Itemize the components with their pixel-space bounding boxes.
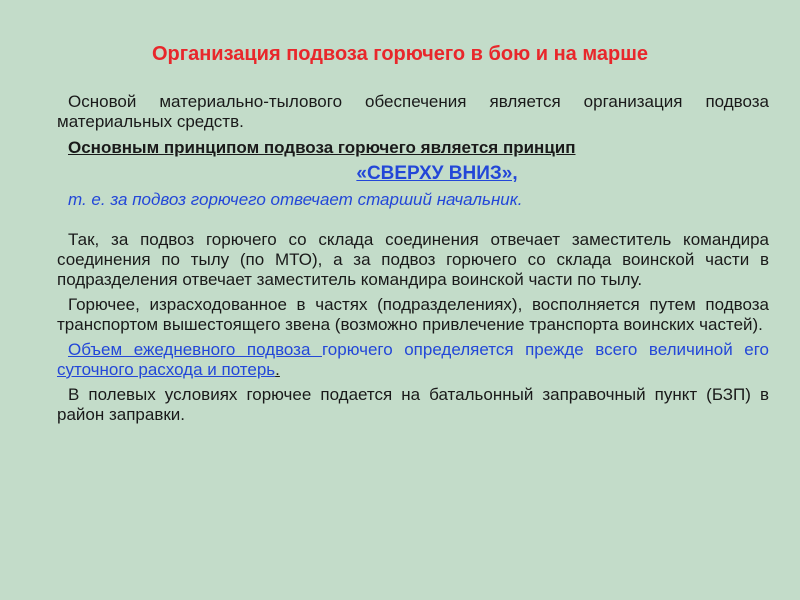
paragraph-principle: Основным принципом подвоза горючего является принцип bbox=[68, 138, 576, 157]
volume-phrase: Объем ежедневного подвоза bbox=[68, 340, 322, 359]
paragraph-volume bbox=[57, 340, 769, 380]
principle-highlight: «СВЕРХУ ВНИЗ», bbox=[356, 163, 518, 184]
slide-title: Организация подвоза горючего в бою и на марше bbox=[151, 43, 648, 65]
slide-body bbox=[57, 92, 769, 425]
spacer bbox=[57, 210, 769, 230]
consumption-phrase: суточного расхода и потерь bbox=[57, 360, 276, 379]
paragraph-explanation: т. е. за подвоз горючего отвечает старший начальник. bbox=[68, 190, 523, 209]
paragraph-1: Основой материально-тылового обеспечения является организация подвоза материальных средств. bbox=[57, 92, 769, 131]
paragraph-responsibility: Так, за подвоз горючего со склада соединения отвечает заместитель командира соединения по тылу (по МТО), а за подвоз горючего со склада воинской части в подразделения отвечает заместитель командира воинской части по тылу. bbox=[57, 230, 769, 289]
paragraph-replenishment: Горючее, израсходованное в частях (подразделениях), восполняется путем подвоза транспортом вышестоящего звена (возможно привлечение транспорта воинских частей). bbox=[57, 295, 769, 334]
paragraph-field-conditions: В полевых условиях горючее подается на батальонный заправочный пункт (БЗП) в район заправки. bbox=[57, 385, 769, 424]
volume-text: горючего определяется прежде всего величиной его bbox=[321, 340, 769, 359]
volume-period: . bbox=[275, 360, 280, 379]
